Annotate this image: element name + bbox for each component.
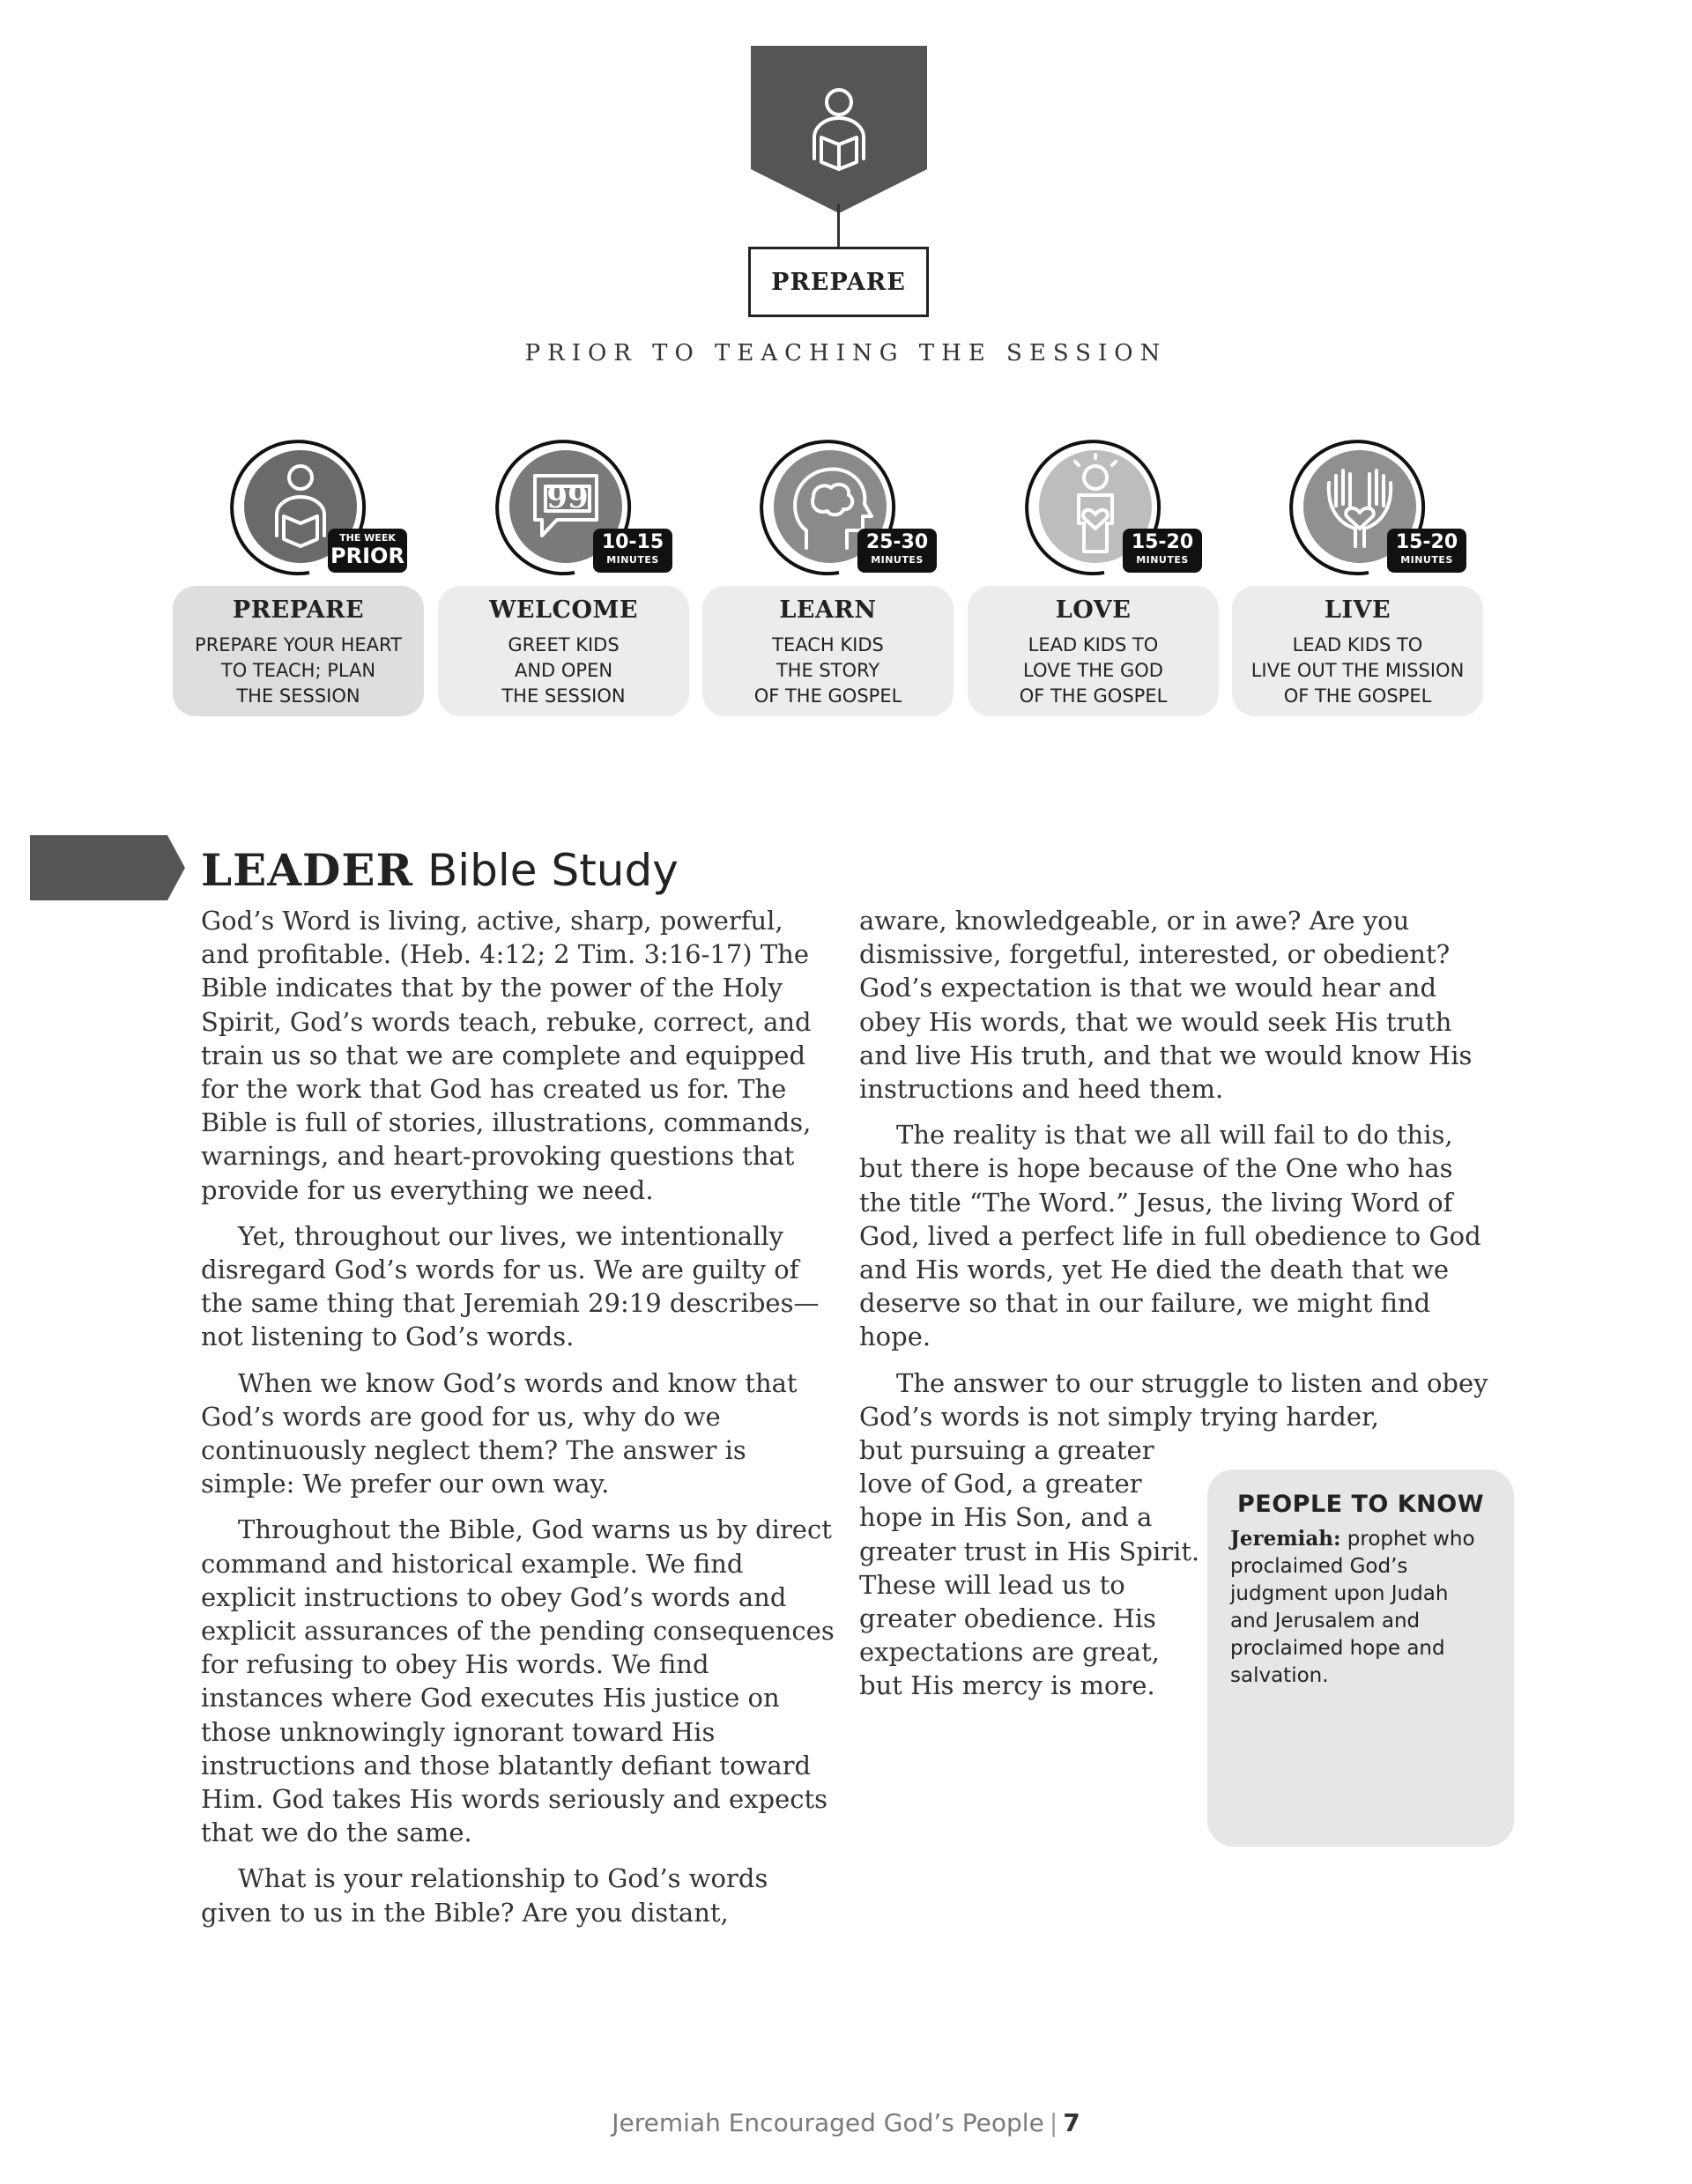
step-title: LEARN (779, 596, 877, 624)
time-badge: 25-30 MINUTES (857, 529, 937, 573)
paragraph: The reality is that we all will fail to do this, but there is hope because of the One who has the title “The Word.” Jesus, the living Word of God, lived a perfect life in full obedience to God and His words, yet He died the death that we deserve so that in our failure, we might find hope. (859, 1120, 1481, 1352)
people-to-know-title: PEOPLE TO KNOW (1236, 1491, 1485, 1518)
people-to-know-box (1207, 1470, 1514, 1847)
person-name: Jeremiah: (1230, 1527, 1341, 1551)
step-title: PREPARE (232, 596, 365, 624)
section-heading: LEADER Bible Study (201, 844, 679, 896)
banner-connector (837, 204, 840, 247)
paragraph: Yet, throughout our lives, we intentionally disregard God’s words for us. We are guilty of the same thing that Jeremiah 29:19 describes—not listening to God’s words. (201, 1220, 820, 1352)
step-description: LEAD KIDS TO LIVE OUT THE MISSION OF THE GOSPEL (1250, 634, 1465, 707)
page-number: 7 (1063, 2108, 1080, 2137)
step-title: LIVE (1324, 596, 1391, 624)
page-footer (0, 2108, 1692, 2137)
time-badge: 15-20 MINUTES (1123, 529, 1202, 573)
footer-title: Jeremiah Encouraged God’s People (612, 2108, 1044, 2137)
banner-pentagon (751, 46, 927, 213)
svg-text:99: 99 (546, 480, 589, 515)
time-badge: THE WEEK PRIOR (328, 529, 407, 573)
people-to-know-text: Jeremiah: prophet who proclaimed God’s judgment upon Judah and Jerusalem and proclaimed hope and salvation. (1230, 1527, 1475, 1687)
step-title: WELCOME (489, 596, 638, 624)
section-tab (30, 835, 185, 900)
paragraph: God’s Word is living, active, sharp, powerful, and profitable. (Heb. 4:12; 2 Tim. 3:16-17) The Bible indicates that by the power of the Holy Spirit, God’s words teach, rebuke, correct, and train us so that we are complete and equipped for the work that God has created us for. The Bible is full of stories, illustrations, commands, warnings, and heart-provoking questions that provide for us everything we need. (201, 906, 812, 1205)
paragraph: What is your relationship to God’s words given to us in the Bible? Are you distant, (201, 1863, 768, 1928)
paragraph: Throughout the Bible, God warns us by direct command and historical example. We find explicit instructions to obey God’s words and explicit assurances of the pending consequences for refusing to obey His words. We find instances where God executes His justice on those unknowingly ignorant toward His instructions and those blatantly defiant toward Him. God takes His words seriously and expects that we do the same. (201, 1514, 835, 1848)
paragraph: When we know God’s words and know that God’s words are good for us, why do we continuously neglect them? The answer is simple: We prefer our own way. (201, 1367, 798, 1499)
paragraph: aware, knowledgeable, or in awe? Are you dismissive, forgetful, interested, or obedient? God’s expectation is that we would hear and obey His words, that we would seek His truth and live His truth, and that we would know His instructions and heed them. (859, 906, 1473, 1105)
session-subtitle: PRIOR TO TEACHING THE SESSION (524, 340, 1168, 366)
step-description: LEAD KIDS TO LOVE THE GOD OF THE GOSPEL (1019, 634, 1168, 707)
paragraph: but pursuing a greater love of God, a greater hope in His Son, and a greater trust in His Spirit. These will lead us to greater obedience. His expectations are great, but His mercy is more. (859, 1435, 1200, 1701)
step-description: TEACH KIDS THE STORY OF THE GOSPEL (753, 634, 902, 707)
step-description: PREPARE YOUR HEART TO TEACH; PLAN THE SESSION (195, 634, 402, 707)
time-badge: 15-20 MINUTES (1387, 529, 1466, 573)
time-badge: 10-15 MINUTES (593, 529, 672, 573)
step-description: GREET KIDS AND OPEN THE SESSION (501, 634, 626, 707)
body-column-left (201, 904, 835, 1942)
footer-separator: | (1049, 2108, 1058, 2137)
paragraph: The answer to our struggle to listen and obey God’s words is not simply trying harder, (859, 1367, 1488, 1432)
step-title: LOVE (1055, 596, 1132, 624)
prepare-label-box: PREPARE (748, 247, 929, 317)
